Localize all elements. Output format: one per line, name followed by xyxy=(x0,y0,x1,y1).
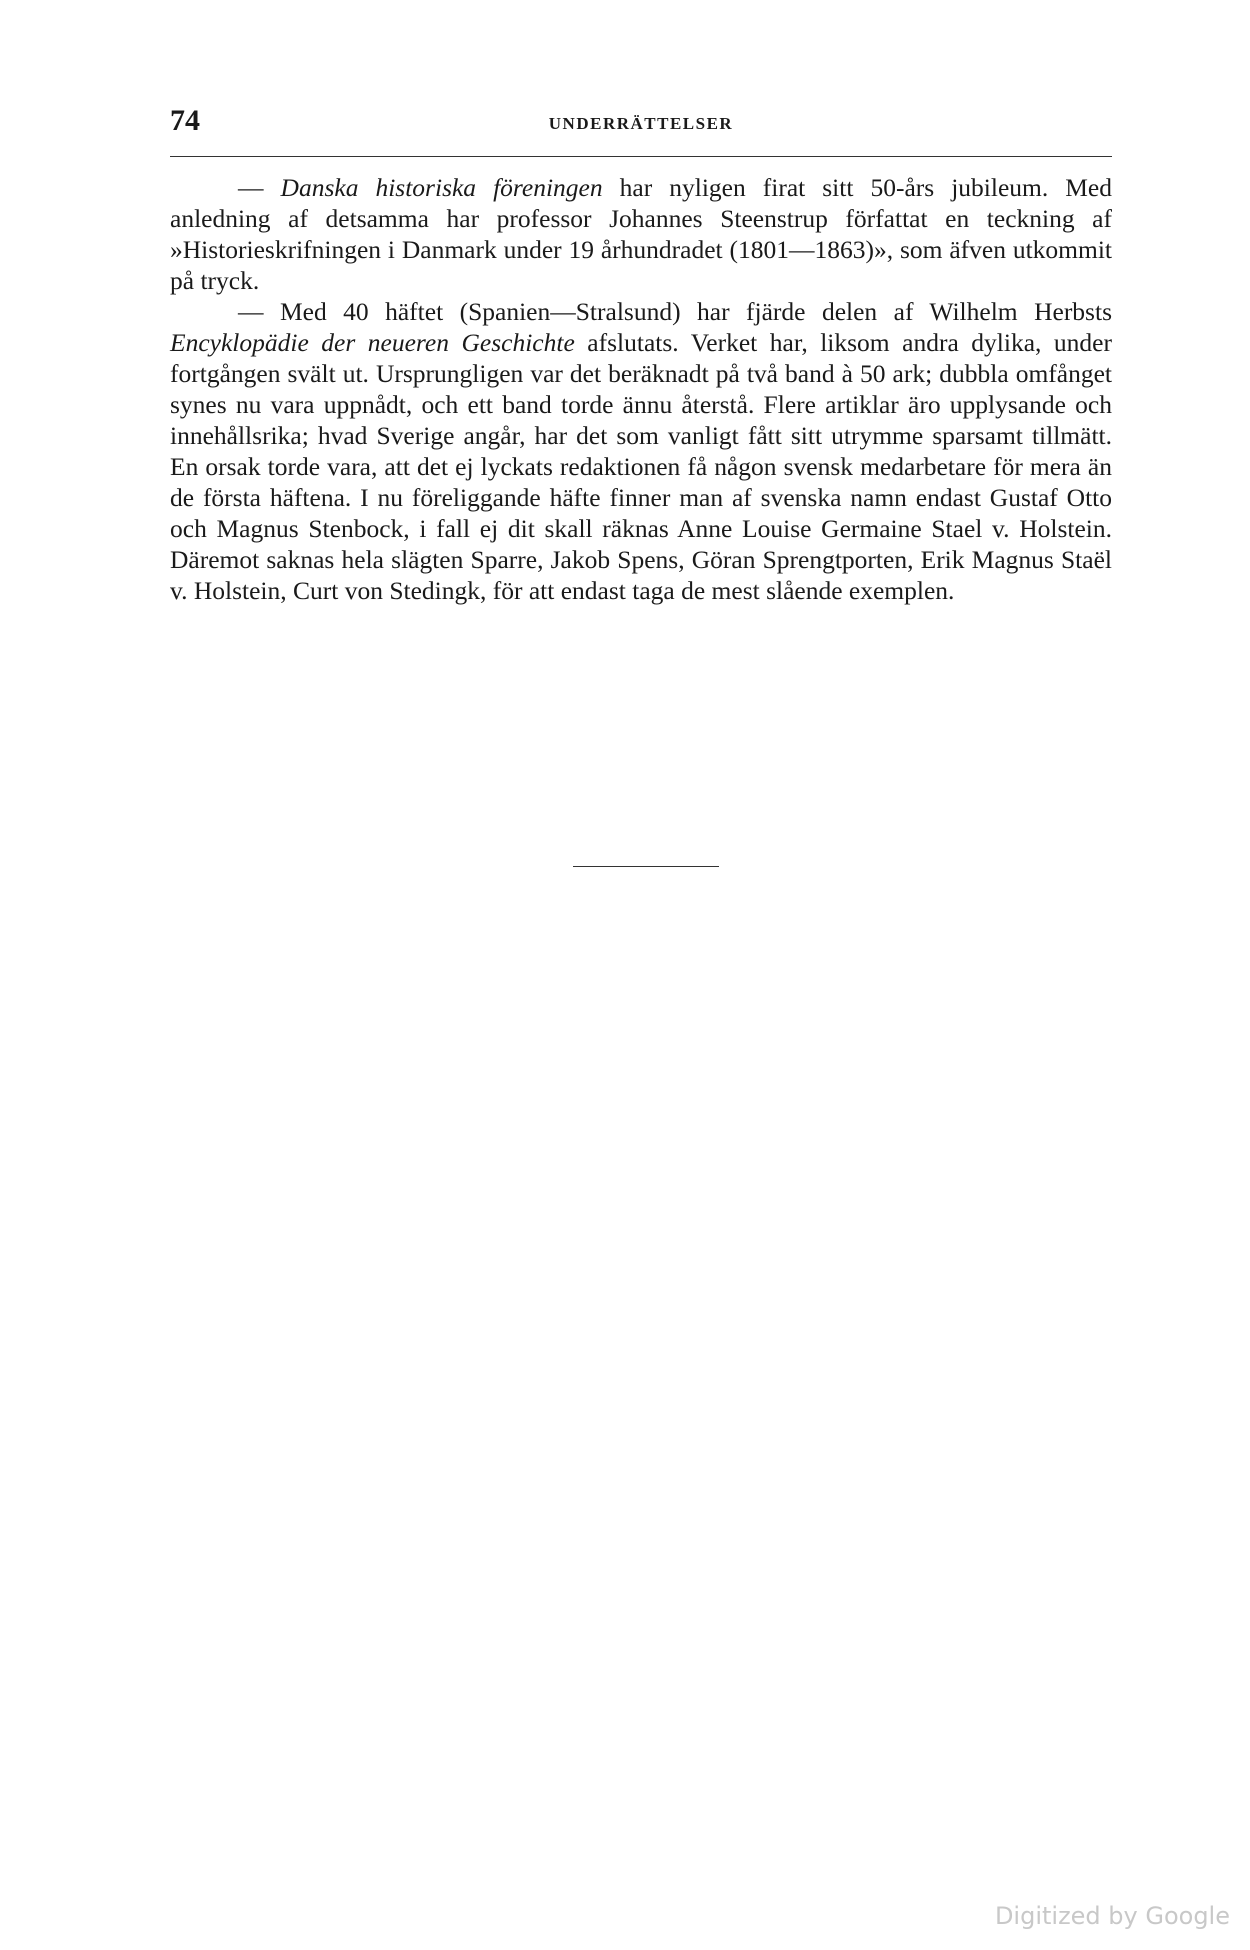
page-header xyxy=(170,104,1112,140)
digitized-watermark: Digitized by Google xyxy=(994,1902,1230,1930)
header-rule xyxy=(170,156,1112,157)
paragraph-danska-foreningen xyxy=(170,172,1112,296)
paragraph-title: Danska historiska föreningen xyxy=(280,173,603,202)
body-text xyxy=(170,172,1112,606)
paragraph-lead: — Med 40 häftet (Spanien—Stralsund) har fjärde delen af Wilhelm Herbsts xyxy=(238,297,1112,326)
paragraph-text: afslutats. Verket har, liksom andra dylika, under fortgången svält ut. Ursprungligen var det beräknadt på två band à 50 ark; dubbla omfånget synes nu vara uppnådt, och ett band torde ännu återstå. Flere artiklar äro upplysande och innehållsrika; hvad Sverige angår, har det som vanligt fått sitt utrymme sparsamt tillmätt. En orsak torde vara, att det ej lyckats redaktionen få någon svensk medarbetare för mera än de första häftena. I nu föreliggande häfte finner man af svenska namn endast Gustaf Otto och Magnus Stenbock, i fall ej dit skall räknas Anne Louise Germaine Stael v. Holstein. Däremot saknas hela slägten Sparre, Jakob Spens, Göran Sprengtporten, Erik Magnus Staël v. Holstein, Curt von Stedingk, för att endast taga de mest slående exemplen. xyxy=(170,328,1112,605)
paragraph-lead: — xyxy=(238,173,281,202)
running-head: UNDERRÄTTELSER xyxy=(548,114,734,133)
paragraph-encyklopadie xyxy=(170,296,1112,606)
paragraph-title: Encyklopädie der neueren Geschichte xyxy=(170,328,575,357)
paragraph-text: har nyligen firat sitt 50-års jubileum. Med anledning af detsamma har professor Johannes Steenstrup författat en teckning af »Historieskrifningen i Danmark under 19 århundradet (1801—1863)», som äfven utkommit på tryck. xyxy=(170,173,1112,295)
page-number: 74 xyxy=(170,104,200,137)
section-end-rule xyxy=(573,866,719,867)
